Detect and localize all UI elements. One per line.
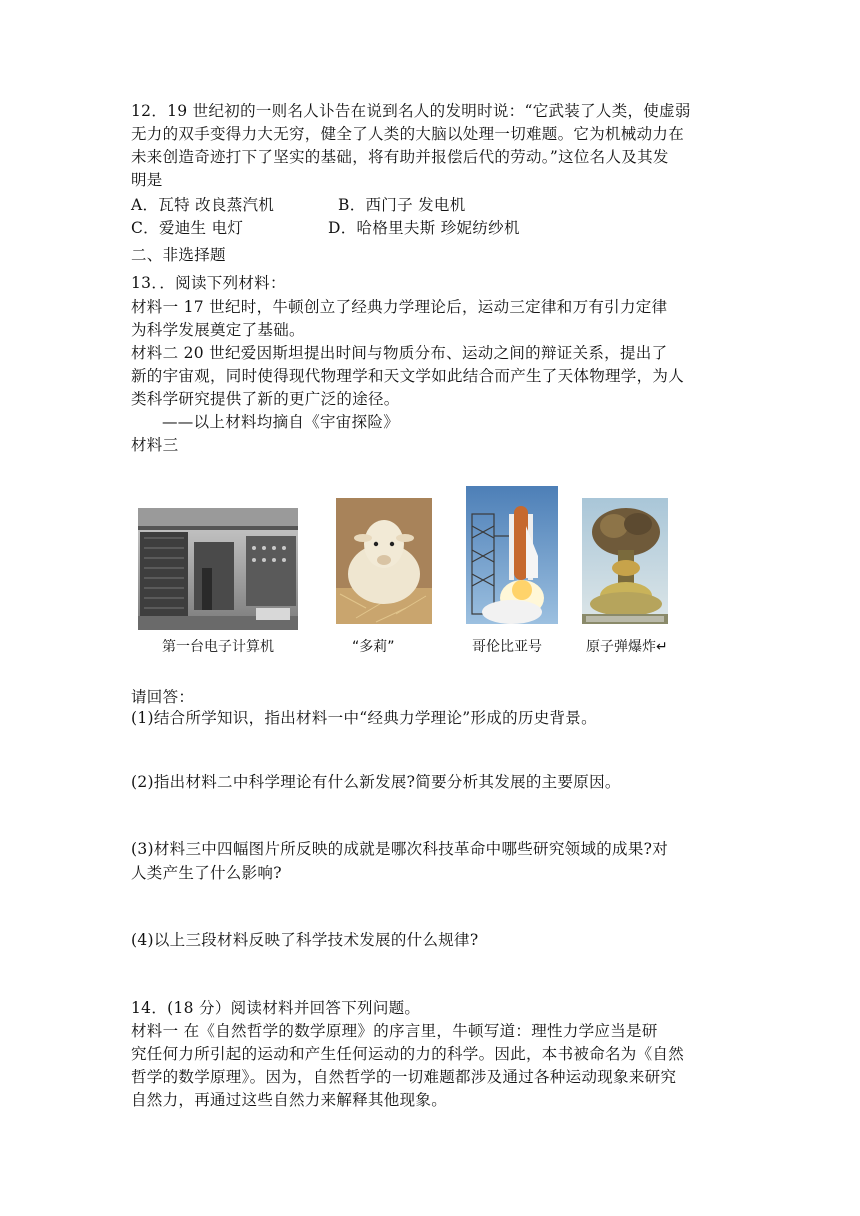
section-heading: 二、非选择题 [131, 246, 226, 264]
q14-material-1-line-3: 哲学的数学原理》。因为，自然哲学的一切难题都涉及通过各种运动现象来研究 [131, 1068, 677, 1086]
q13-part-4: (4)以上三段材料反映了科学技术发展的什么规律? [131, 931, 479, 949]
q13-source: ——以上材料均摘自《宇宙探险》 [162, 413, 400, 431]
q13-intro: 13．．阅读下列材料： [131, 274, 286, 292]
q13-material-2-line-3: 类科学研究提供了新的更广泛的途径。 [131, 390, 400, 408]
q12-option-c: C．爱迪生 电灯 [131, 219, 244, 237]
atomic-bomb-photo [582, 498, 668, 624]
material-3-figure [130, 480, 690, 660]
q13-material-3-label: 材料三 [131, 436, 179, 454]
columbia-shuttle-photo [466, 486, 558, 624]
q13-material-1-line-1: 材料一 17 世纪时，牛顿创立了经典力学理论后，运动三定律和万有引力定律 [131, 298, 668, 316]
q14-material-1-line-4: 自然力，再通过这些自然力来解释其他现象。 [131, 1091, 448, 1109]
q13-part-3-line-2: 人类产生了什么影响? [131, 864, 282, 882]
q12-text-line-4: 明是 [131, 171, 163, 189]
q14-material-1-line-1: 材料一 在《自然哲学的数学原理》的序言里，牛顿写道：理性力学应当是研 [131, 1022, 658, 1040]
q12-text-line-2: 无力的双手变得力大无穷，健全了人类的大脑以处理一切难题。它为机械动力在 [131, 125, 685, 143]
q13-answer-prompt: 请回答： [131, 688, 195, 706]
dolly-sheep-photo [336, 498, 432, 624]
first-computer-photo [138, 508, 298, 630]
q12-option-a: A．瓦特 改良蒸汽机 [131, 196, 275, 214]
caption-dolly: “多莉” [352, 639, 395, 655]
q14-material-1-line-2: 究任何力所引起的运动和产生任何运动的力的科学。因此，本书被命名为《自然 [131, 1045, 685, 1063]
caption-first-computer: 第一台电子计算机 [162, 639, 274, 655]
q14-intro: 14．(18 分）阅读材料并回答下列问题。 [131, 999, 421, 1017]
q12-text-line-3: 未来创造奇迹打下了坚实的基础，将有助并报偿后代的劳动。”这位名人及其发 [131, 148, 669, 166]
q13-part-2: (2)指出材料二中科学理论有什么新发展?简要分析其发展的主要原因。 [131, 773, 621, 791]
q13-part-3-line-1: (3)材料三中四幅图片所反映的成就是哪次科技革命中哪些研究领域的成果?对 [131, 840, 669, 858]
caption-columbia: 哥伦比亚号 [472, 639, 542, 655]
q12-option-d: D．哈格里夫斯 珍妮纺纱机 [328, 219, 520, 237]
q13-material-1-line-2: 为科学发展奠定了基础。 [131, 321, 305, 339]
q12-option-b: B．西门子 发电机 [338, 196, 466, 214]
q13-material-2-line-2: 新的宇宙观，同时使得现代物理学和天文学如此结合而产生了天体物理学，为人 [131, 367, 685, 385]
caption-atomic-bomb: 原子弹爆炸↵ [586, 639, 668, 655]
q12-text-line-1: 12．19 世纪初的一则名人讣告在说到名人的发明时说：“它武装了人类，使虚弱 [131, 102, 691, 120]
q13-material-2-line-1: 材料二 20 世纪爱因斯坦提出时间与物质分布、运动之间的辩证关系，提出了 [131, 344, 668, 362]
q13-part-1: (1)结合所学知识，指出材料一中“经典力学理论”形成的历史背景。 [131, 709, 597, 727]
